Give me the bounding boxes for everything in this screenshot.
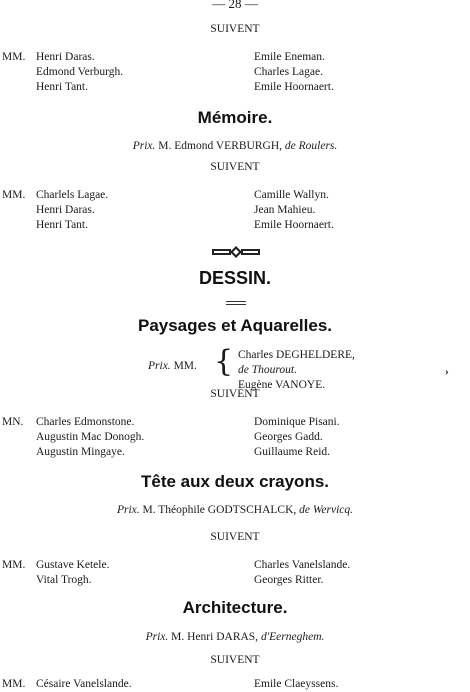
name-entry: Jean Mahieu. (254, 204, 316, 216)
name-entry: Henri Tant. (36, 219, 88, 231)
prix-mm: MM. (173, 360, 197, 372)
short-rule (226, 304, 246, 305)
prix-place: d'Eerneghem. (260, 631, 325, 643)
prix-winner: Charles DEGHELDERE, de Thourout. (238, 349, 355, 376)
name-entry: Edmond Verburgh. (36, 66, 124, 78)
prix-place: de Wervicq. (299, 504, 354, 516)
name-entry: Camille Wallyn. (254, 189, 329, 201)
name-entry: Charles Vanelslande. (254, 559, 351, 571)
names-left-column (36, 50, 123, 95)
name-entry: Henri Daras. (36, 51, 95, 63)
names-right-column (254, 188, 334, 233)
prix-winner: M. Henri DARAS, (171, 631, 259, 643)
prix-label-group (148, 359, 197, 374)
name-entry: Vital Trogh. (36, 574, 92, 586)
page-number: — 28 — (212, 0, 258, 11)
section-title-architecture: Architecture. (182, 598, 288, 617)
suivent-label: SUIVENT (210, 161, 260, 173)
prix-label: Prix. (116, 504, 140, 516)
suivent-label: SUIVENT (210, 388, 260, 400)
name-entry: Emile Hoornaert. (254, 81, 334, 93)
ornament-divider-icon (212, 245, 260, 259)
name-entry: Guillaume Reid. (254, 446, 331, 458)
name-entry: Henri Daras. (36, 204, 95, 216)
name-entry: Georges Ritter. (254, 574, 324, 586)
names-left-column (36, 415, 144, 460)
name-entry: Charles Lagae. (254, 66, 323, 78)
name-entry: Augustin Mingaye. (36, 446, 125, 458)
prix-line (0, 139, 470, 154)
prix-label: Prix. (148, 360, 171, 372)
name-entry: Charles Edmonstone. (36, 416, 135, 428)
name-entry: Henri Tant. (36, 81, 88, 93)
name-entry: Dominique Pisani. (254, 416, 340, 428)
prix-label: Prix. (145, 631, 169, 643)
names-left-column (36, 558, 109, 588)
prix-line (0, 630, 470, 645)
prix-winner: M. Edmond VERBURGH, (158, 140, 283, 152)
name-entry: Augustin Mac Donogh. (36, 431, 145, 443)
prix-winner: M. Théophile GODTSCHALCK, (142, 504, 297, 516)
brace-icon: { (214, 344, 234, 379)
names-right-column (254, 415, 340, 460)
suivent-label: SUIVENT (210, 654, 260, 666)
names-prefix: MM. (2, 559, 26, 571)
names-right-column (254, 558, 350, 588)
name-entry: Charlels Lagae. (36, 189, 109, 201)
name-entry: Césaire Vanelslande. (36, 678, 132, 690)
names-left-column (36, 188, 108, 233)
name-entry: Emile Claeyssens. (254, 678, 339, 690)
section-title-memoire: Mémoire. (197, 108, 273, 127)
short-rule (226, 301, 246, 302)
names-prefix: MM. (2, 189, 26, 201)
names-prefix: MM. (2, 678, 26, 690)
section-title-paysages: Paysages et Aquarelles. (137, 316, 333, 335)
names-right-column (254, 50, 334, 95)
arrow-mark: › (445, 366, 449, 378)
names-prefix: MN. (2, 416, 24, 428)
names-prefix: MM. (2, 51, 26, 63)
chapter-title-dessin: DESSIN. (198, 268, 272, 288)
suivent-label: SUIVENT (210, 531, 260, 543)
name-entry: Gustave Ketele. (36, 559, 110, 571)
section-title-tete: Tête aux deux crayons. (140, 472, 330, 491)
prix-place: de Roulers. (284, 140, 338, 152)
suivent-label: SUIVENT (210, 23, 260, 35)
name-entry: Georges Gadd. (254, 431, 323, 443)
name-entry: Emile Hoornaert. (254, 219, 334, 231)
prix-winner: Eugène VANOYE. (238, 379, 326, 391)
name-entry: Emile Eneman. (254, 51, 325, 63)
prix-line (0, 503, 470, 518)
prix-label: Prix. (132, 140, 156, 152)
